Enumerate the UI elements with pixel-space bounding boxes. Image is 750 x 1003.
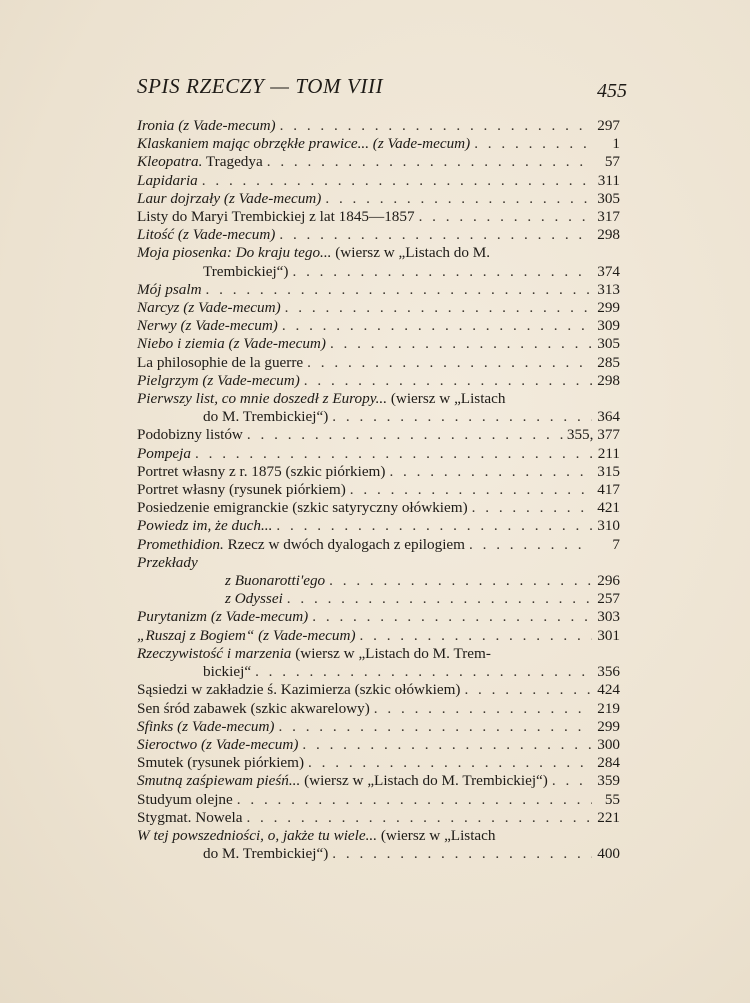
entry-title: Stygmat. Nowela (137, 808, 243, 826)
entry-page: 298 (597, 226, 620, 244)
leader-dots (282, 317, 592, 335)
entry-title: „Ruszaj z Bogiem“ (z Vade-mecum) (137, 626, 356, 644)
entry-page: 298 (597, 371, 620, 389)
leader-dots (276, 517, 592, 535)
entry-page: 1 (612, 135, 620, 153)
entry-title: Kleopatra. (137, 153, 203, 171)
entry-page: 299 (597, 717, 620, 735)
entry-title: Nerwy (z Vade-mecum) (137, 317, 278, 335)
entry-page: 296 (597, 572, 620, 590)
entry-page: 356 (597, 663, 620, 681)
entry-page: 364 (597, 408, 620, 426)
entry-title-continuation: do M. Trembickiej“) (203, 845, 329, 863)
entry-title: Smutną zaśpiewam pieśń... (137, 772, 301, 790)
entry-page: 7 (612, 535, 620, 553)
toc-entry (137, 135, 620, 153)
entry-title: Laur dojrzały (z Vade-mecum) (137, 189, 322, 207)
toc-entry (137, 390, 620, 426)
leader-dots (474, 135, 592, 153)
entry-page: 299 (597, 299, 620, 317)
entry-page: 305 (597, 335, 620, 353)
entry-page: 211 (597, 444, 620, 462)
leader-dots (329, 572, 592, 590)
toc-entry (137, 354, 620, 372)
toc-entry (137, 335, 620, 353)
entry-page: 57 (604, 153, 620, 171)
entry-title: Powiedz im, że duch... (137, 517, 273, 535)
leader-dots (552, 772, 592, 790)
toc-entry (137, 190, 620, 208)
leader-dots (237, 791, 592, 809)
toc-entry (137, 372, 620, 390)
entry-title: Narcyz (z Vade-mecum) (137, 299, 281, 317)
leader-dots (285, 299, 592, 317)
entry-title: Posiedzenie emigranckie (szkic satyryczny ołówkiem) (137, 499, 468, 517)
entry-title: Smutek (rysunek piórkiem) (137, 754, 305, 772)
entry-title: Listy do Maryi Trembickiej z lat 1845—1857 (137, 208, 415, 226)
entry-title-rest: (wiersz w „Listach (377, 826, 496, 844)
leader-dots (389, 463, 592, 481)
entry-title: Sąsiedzi w zakładzie ś. Kazimierza (szkic ołówkiem) (137, 681, 461, 699)
leader-dots (246, 809, 592, 827)
entry-page: 219 (597, 699, 620, 717)
entry-title: Rzeczywistość i marzenia (137, 644, 292, 662)
leader-dots (292, 263, 592, 281)
leader-dots (307, 354, 592, 372)
entry-page: 313 (597, 280, 620, 298)
toc-entry (137, 208, 620, 226)
entry-page: 257 (597, 590, 620, 608)
entry-title-rest: (wiersz w „Listach do M. Trembickiej“) (300, 772, 548, 790)
entry-title: Niebo i ziemia (z Vade-mecum) (137, 335, 326, 353)
toc-entry (137, 517, 620, 535)
leader-dots (325, 190, 592, 208)
leader-dots (267, 153, 592, 171)
page-header (137, 72, 627, 106)
leader-dots (280, 117, 592, 135)
entry-title: Pompeja (137, 444, 191, 462)
toc-entry (137, 299, 620, 317)
entry-page: 311 (597, 171, 620, 189)
entry-title: Purytanizm (z Vade-mecum) (137, 608, 309, 626)
toc-entry (137, 627, 620, 645)
entry-title: Klaskaniem mając obrzękłe prawice... (z Vade-mecum) (137, 135, 471, 153)
toc-entry (137, 463, 620, 481)
entry-page: 424 (597, 681, 620, 699)
toc-entry (137, 827, 620, 863)
toc-entry (137, 499, 620, 517)
toc-entry (137, 281, 620, 299)
toc-entry (137, 608, 620, 626)
leader-dots (330, 335, 592, 353)
entry-page: 359 (597, 772, 620, 790)
entry-page: 400 (597, 845, 620, 863)
toc-entry (137, 809, 620, 827)
leader-dots (304, 372, 592, 390)
entry-page: 55 (604, 790, 620, 808)
table-of-contents (137, 117, 620, 863)
leader-dots (469, 536, 592, 554)
entry-title: Portret własny (rysunek piórkiem) (137, 481, 346, 499)
leader-dots (195, 445, 592, 463)
toc-entry (137, 153, 620, 171)
toc-entry (137, 791, 620, 809)
entry-page: 303 (597, 608, 620, 626)
entry-title-rest: Rzecz w dwóch dyalogach z epilogiem (223, 535, 465, 553)
leader-dots (360, 627, 592, 645)
entry-page: 301 (597, 626, 620, 644)
entry-title-group (137, 536, 465, 554)
toc-entry (137, 445, 620, 463)
entry-title: Sieroctwo (z Vade-mecum) (137, 735, 299, 753)
toc-entry (137, 172, 620, 190)
entry-title: Sen śród zabawek (szkic akwarelowy) (137, 699, 370, 717)
entry-title: Pielgrzym (z Vade-mecum) (137, 371, 300, 389)
leader-dots (255, 663, 592, 681)
entry-title-rest: (wiersz w „Listach (387, 390, 506, 408)
leader-dots (374, 700, 592, 718)
entry-page: 309 (597, 317, 620, 335)
entry-title: Litość (z Vade-mecum) (137, 226, 276, 244)
entry-page: 297 (597, 117, 620, 134)
entry-title: Pierwszy list, co mnie doszedł z Europy... (137, 390, 388, 408)
entry-title: W tej powszedniości, o, jakże tu wiele... (137, 826, 378, 844)
toc-entry (137, 754, 620, 772)
leader-dots (464, 681, 592, 699)
leader-dots (419, 208, 592, 226)
entry-title: Studyum olejne (137, 790, 233, 808)
leader-dots (332, 408, 592, 426)
leader-dots (350, 481, 592, 499)
entry-page: 421 (597, 499, 620, 517)
entry-title-continuation: do M. Trembickiej“) (203, 408, 329, 426)
leader-dots (287, 590, 592, 608)
leader-dots (312, 608, 592, 626)
entry-page: 305 (597, 189, 620, 207)
entry-title-rest: (wiersz w „Listach do M. (331, 244, 491, 262)
leader-dots (279, 226, 592, 244)
entry-title: Sfinks (z Vade-mecum) (137, 717, 275, 735)
toc-entry (137, 681, 620, 699)
toc-entry (137, 700, 620, 718)
toc-entry (137, 226, 620, 244)
subentry-title: z Odyssei (225, 590, 283, 608)
entry-title-continuation: Trembickiej“) (203, 262, 289, 280)
entry-page: 355, 377 (566, 426, 620, 444)
toc-entry (137, 244, 620, 280)
entry-page: 374 (597, 262, 620, 280)
entry-page: 300 (597, 735, 620, 753)
leader-dots (279, 718, 593, 736)
leader-dots (206, 281, 592, 299)
entry-title: Moja piosenka: Do kraju tego... (137, 244, 332, 262)
toc-subentry (137, 590, 620, 608)
entry-title: Mój psalm (137, 280, 202, 298)
entry-page: 317 (597, 208, 620, 226)
toc-entry (137, 772, 620, 790)
toc-entry (137, 536, 620, 554)
entry-title-rest: (wiersz w „Listach do M. Trem- (291, 644, 491, 662)
entry-title: Promethidion. (137, 535, 224, 553)
page-number: 455 (597, 80, 627, 102)
toc-entry (137, 426, 620, 444)
toc-entry (137, 481, 620, 499)
toc-entry (137, 736, 620, 754)
entry-title: Ironia (z Vade-mecum) (137, 117, 276, 134)
entry-title: Portret własny z r. 1875 (szkic piórkiem) (137, 462, 386, 480)
entry-title-continuation: bickiej“ (203, 663, 252, 681)
leader-dots (472, 499, 592, 517)
leader-dots (302, 736, 592, 754)
entry-title: Lapidaria (137, 171, 198, 189)
toc-entry (137, 117, 620, 135)
entry-page: 221 (597, 808, 620, 826)
leader-dots (332, 845, 592, 863)
toc-entry (137, 645, 620, 681)
leader-dots (247, 426, 563, 444)
leader-dots (308, 754, 592, 772)
entry-page: 315 (597, 462, 620, 480)
entry-title-group (137, 772, 548, 790)
entry-title-group (137, 153, 263, 171)
entry-title-rest: Tragedya (202, 153, 263, 171)
toc-entry (137, 554, 620, 572)
entry-page: 310 (597, 517, 620, 535)
entry-page: 285 (597, 353, 620, 371)
entry-title: Przekłady (137, 553, 198, 571)
toc-entry (137, 718, 620, 736)
toc-subentry (137, 572, 620, 590)
entry-title: La philosophie de la guerre (137, 353, 304, 371)
entry-title: Podobizny listów (137, 426, 243, 444)
running-title: SPIS RZECZY — TOM VIII (137, 74, 384, 98)
subentry-title: z Buonarotti'ego (225, 572, 326, 590)
leader-dots (202, 172, 592, 190)
toc-entry (137, 317, 620, 335)
entry-page: 284 (597, 754, 620, 772)
entry-page: 417 (597, 481, 620, 499)
